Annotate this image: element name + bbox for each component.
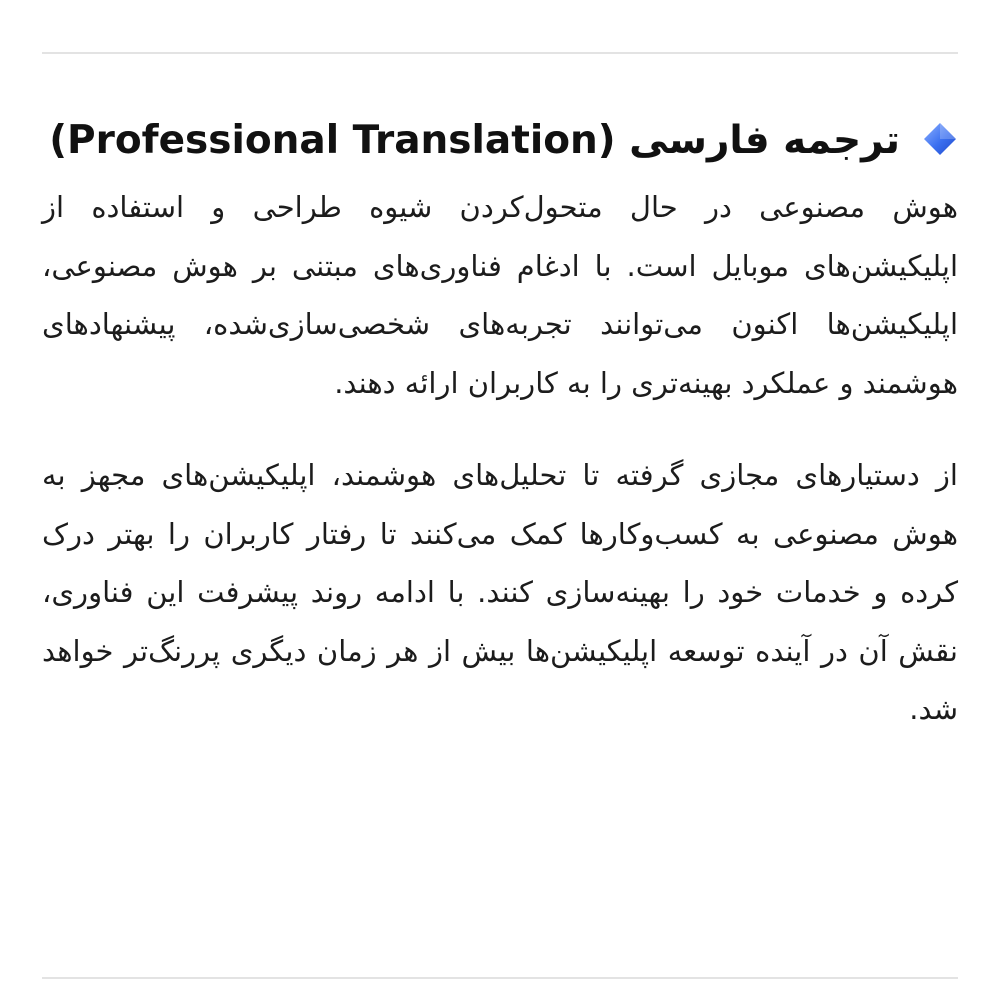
top-divider: [42, 52, 958, 54]
bottom-divider: [42, 977, 958, 979]
section-heading: [42, 112, 958, 170]
blue-diamond-icon: [922, 121, 958, 157]
section-heading-text: ترجمه فارسی (Professional Translation): [49, 118, 900, 163]
paragraph-body: از دستیارهای مجازی گرفته تا تحلیل‌های هوشمند، اپلیکیشن‌های مجهز به هوش مصنوعی به کسب‌وکارها کمک می‌کنند تا رفتار کاربران را بهتر درک کرده و خدمات خود را بهینه‌سازی کنند. با ادامه روند پیشرفت این فناوری، نقش آن در آینده توسعه اپلیکیشن‌ها بیش از هر زمان دیگری پررنگ‌تر خواهد شد.: [42, 458, 958, 726]
article: [42, 112, 958, 739]
paragraph-intro: هوش مصنوعی در حال متحول‌کردن شیوه طراحی و استفاده از اپلیکیشن‌های موبایل است. با ادغام فناوری‌های مبتنی بر هوش مصنوعی، اپلیکیشن‌ها اکنون می‌توانند تجربه‌های شخصی‌سازی‌شده، پیشنهادهای هوشمند و عملکرد بهینه‌تری را به کاربران ارائه دهند.: [42, 190, 958, 400]
